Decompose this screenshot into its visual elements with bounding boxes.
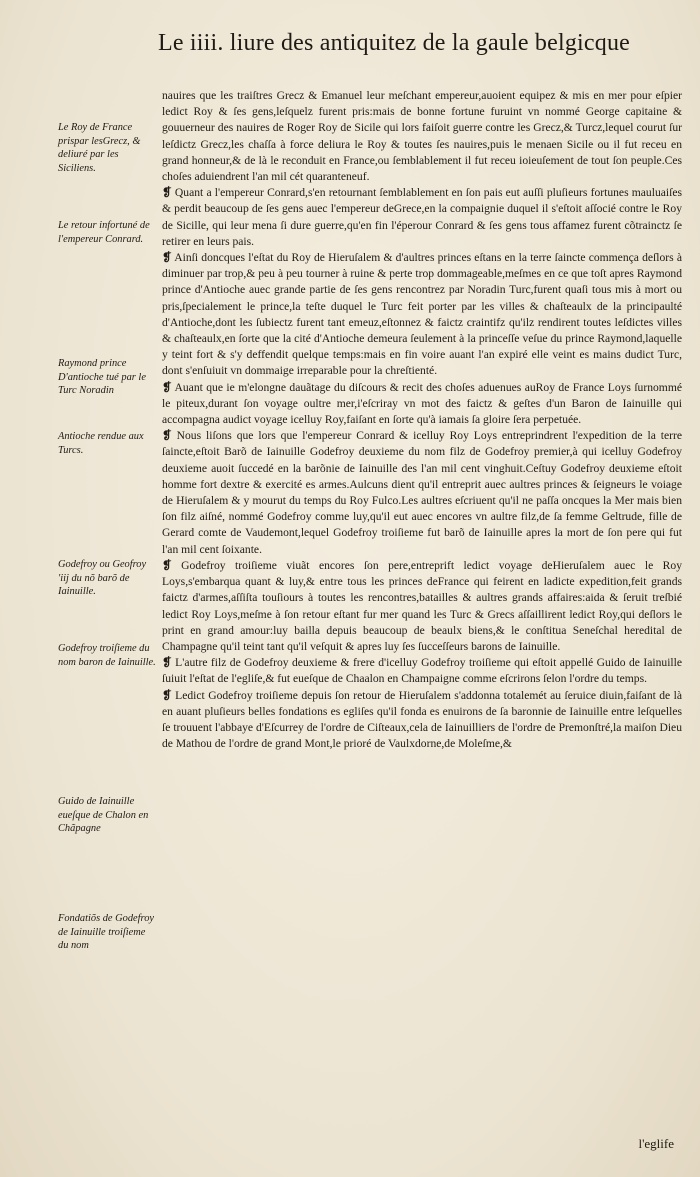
marginal-note-raymond: Raymond prince D'antioche tué par le Turc Noradin bbox=[58, 358, 146, 396]
marginal-note-roy-pris: Le Roy de France prispar lesGrecz, & deliuré par les Siciliens. bbox=[58, 122, 141, 174]
marginal-note-fondations: Fondatiõs de Godefroy de Iainuille troiſieme du nom bbox=[58, 913, 155, 951]
paragraph: ❡ L'autre filz de Godefroy deuxieme & frere d'icelluy Godefroy troiſieme qui eſtoit appellé Guido de Iainuille ſuiuit l'eſtat de l'egliſe,& fut eueſque de Chaalon en Champaigne comme eſcrirons ſelon l'ordre du temps. bbox=[162, 656, 683, 686]
marginal-note-guido: Guido de Iainuille eueſque de Chalon en Chãpagne bbox=[58, 796, 149, 834]
pilcrow-mark: ❡ bbox=[162, 429, 172, 443]
paragraph: ❡ Godefroy troiſieme viuãt encores ſon pere,entreprift ledict voyage deHieruſalem auec le Roy Loys,s'embarqua quant & luy,& entre tous les princes deFrance qui feirent en ladicte expedition,feit grands faictz d'armes,aſſiſta touſiours à toutes les rencontres,batailles & aultres grands affaires:aida & ſeruit treſbié ledict Roy Loys,meſme à ſon retour eſtant fur mer quand les Turc & Grecs aſſaillirent ledict Roy,qui deſlors le print en grand amour:luy bailla depuis beaucoup de beaulx biens,& le conſtitua Seneſchal heredital de Champagne qu'il teint tant qu'il veſquit & apres luy ſes ſucceſſeurs barons de Iainuille. bbox=[162, 558, 682, 653]
pilcrow-mark: ❡ bbox=[162, 656, 172, 670]
main-text-column bbox=[162, 88, 682, 752]
pilcrow-mark: ❡ bbox=[162, 380, 172, 394]
paragraph: ❡ Ledict Godefroy troiſieme depuis ſon retour de Hieruſalem s'addonna totalemét au ſeruice diuin,faiſant de là en auant pluſieurs belles fondations es egliſes qu'il fonda es enuirons de ſa baronnie de Iainuille entre leſquelles ſe trouuent l'abbaye d'Eſcurrey de l'ordre de Ciſteaux,cela de Iainuilliers de l'ordre de Premonſtré,la maiſon Dieu de Mathou de l'ordre de grand Mont,le prioré de Vaulxdorne,de Moleſme,& bbox=[162, 688, 682, 751]
catchword: l'eglife bbox=[638, 1136, 674, 1151]
marginal-note-retour-conrard: Le retour infortuné de l'empereur Conrard. bbox=[58, 220, 150, 245]
header-title: Le iiii. liure des antiquitez de la gaule belgicque bbox=[158, 30, 631, 56]
pilcrow-mark: ❡ bbox=[162, 251, 172, 265]
paragraph: nauires que les traiſtres Grecz & Emanuel leur meſchant empereur,auoient equipez & mis en mer pour eſpier ledict Roy & ſes gens,leſquelz furent pris:mais de bonne fortune furuint vn nommé George capitaine & gouuerneur des nauires de Roger Roy de Sicile qui lors faiſoit guerre contre les Grecz,& Turcz,lequel courut ſur leſdictz Grecz,les chaſſa à force deliura le Roy & toutes ſes nauires,puis le menaen Sicile ou il fut receu en grand honneur,& de là le reconduit en France,ou ſemblablement il fut receu ioieuſement de tout ſon peuple.Ces choſes aduiendrent l'an mil cét quaranteneuf. bbox=[162, 89, 682, 184]
marginal-note-godefroy-ii: Godefroy ou Geofroy 'iij du nõ barõ de Iainuille. bbox=[58, 559, 147, 597]
running-header bbox=[158, 30, 688, 57]
marginal-note-godefroy-iii: Godefroy troiſieme du nom baron de Iainuille. bbox=[58, 643, 156, 668]
paragraph: ❡ Ainſi doncques l'eſtat du Roy de Hieruſalem & d'aultres princes eſtans en la terre ſaincte commença deſlors à diminuer par trop,& peu à peu tourner à ruine & perte trop dommageable,meſmes en ce que toſt apres Raymond prince d'Antioche auec grande partie de ſes gens rencontrez par Noradin Turc,furent quaſi tous mis à mort ou pris,ſpecialement le prince,la teſte duquel le Turc feit porter par les villes & chaſteaulx de la principaulté d'Antioche,dont les ſubiectz furent tant emeuz,eſtonnez & faictz craintifz qu'ilz rendirent toutes leſdictes villes & chaſteaulx,en ſorte que la cité d'Antioche demeura ſeulement à la princeſſe veſue du prince Raymond,laquelle y teint fort & s'y deffendit quelque temps:mais en fin voire auant l'an expiré elle veint es mains dudict Turc, dont s'enſuiuit vn dommaige irreparable pour la chreſtienté. bbox=[162, 251, 682, 378]
pilcrow-mark: ❡ bbox=[162, 688, 172, 702]
marginal-note-antioche: Antioche rendue aux Turcs. bbox=[58, 431, 144, 456]
pilcrow-mark: ❡ bbox=[162, 186, 172, 200]
pilcrow-mark: ❡ bbox=[162, 558, 172, 572]
paragraph: ❡ Auant que ie m'elongne dauãtage du diſcours & recit des choſes aduenues auRoy de France Loys ſurnommé le piteux,durant ſon voyage oultre mer,i'eſcriray vn mot des faictz & geſtes d'un Baron de Iainuille qui accompagna audict voyage icelluy Roy,faiſant en ſorte qu'à iamais ſa gloire ſera perpetuée. bbox=[162, 380, 682, 427]
paragraph: ❡ Quant a l'empereur Conrard,s'en retournant ſemblablement en ſon pais eut auſſi pluſieurs fortunes mauluaiſes & perdit beaucoup de ſes gens auec l'empereur deGrece,en la compaignie duquel il s'eſtoit aſſocié contre le Roy de Sicille, qui leur mena ſi dure guerre,qu'en fin l'éperour Conrard & ſes gens tous affamez furent cõtrainctz ſe retirer en leurs pais. bbox=[162, 186, 682, 248]
paragraph: ❡ Nous liſons que lors que l'empereur Conrard & icelluy Roy Loys entreprindrent l'expedition de la terre ſaincte,eſtoit Barõ de Iainuille Godefroy deuxieme du nom filz de Godefroy premier,à qui icelluy Godefroy deuxieme auoit ſuccedé en la barõnie de Iainuille des l'an mil cent vinghuit.Ceſtuy Godefroy deuxieme eſtoit homme fort dextre & exercité es armes.Aulcuns dient qu'il entreprit auec aultres princes & ſeigneurs le voiage de Hieruſalem & y mourut du temps du Roy Fulco.Les aultres eſcriuent qu'il ne paſſa oncques la Mer mais bien ſon filz aiſné, nommé Godefroy comme luy,qu'il eut auec encores vn aultre filz,de ſa femme Geltrude, fille de Gerard comte de Vaudemont,lequel Godefroy troiſieme fut barõ de Iainuille apres la mort de ſon pere qui fut l'an mil cent ſoixante. bbox=[162, 429, 682, 556]
